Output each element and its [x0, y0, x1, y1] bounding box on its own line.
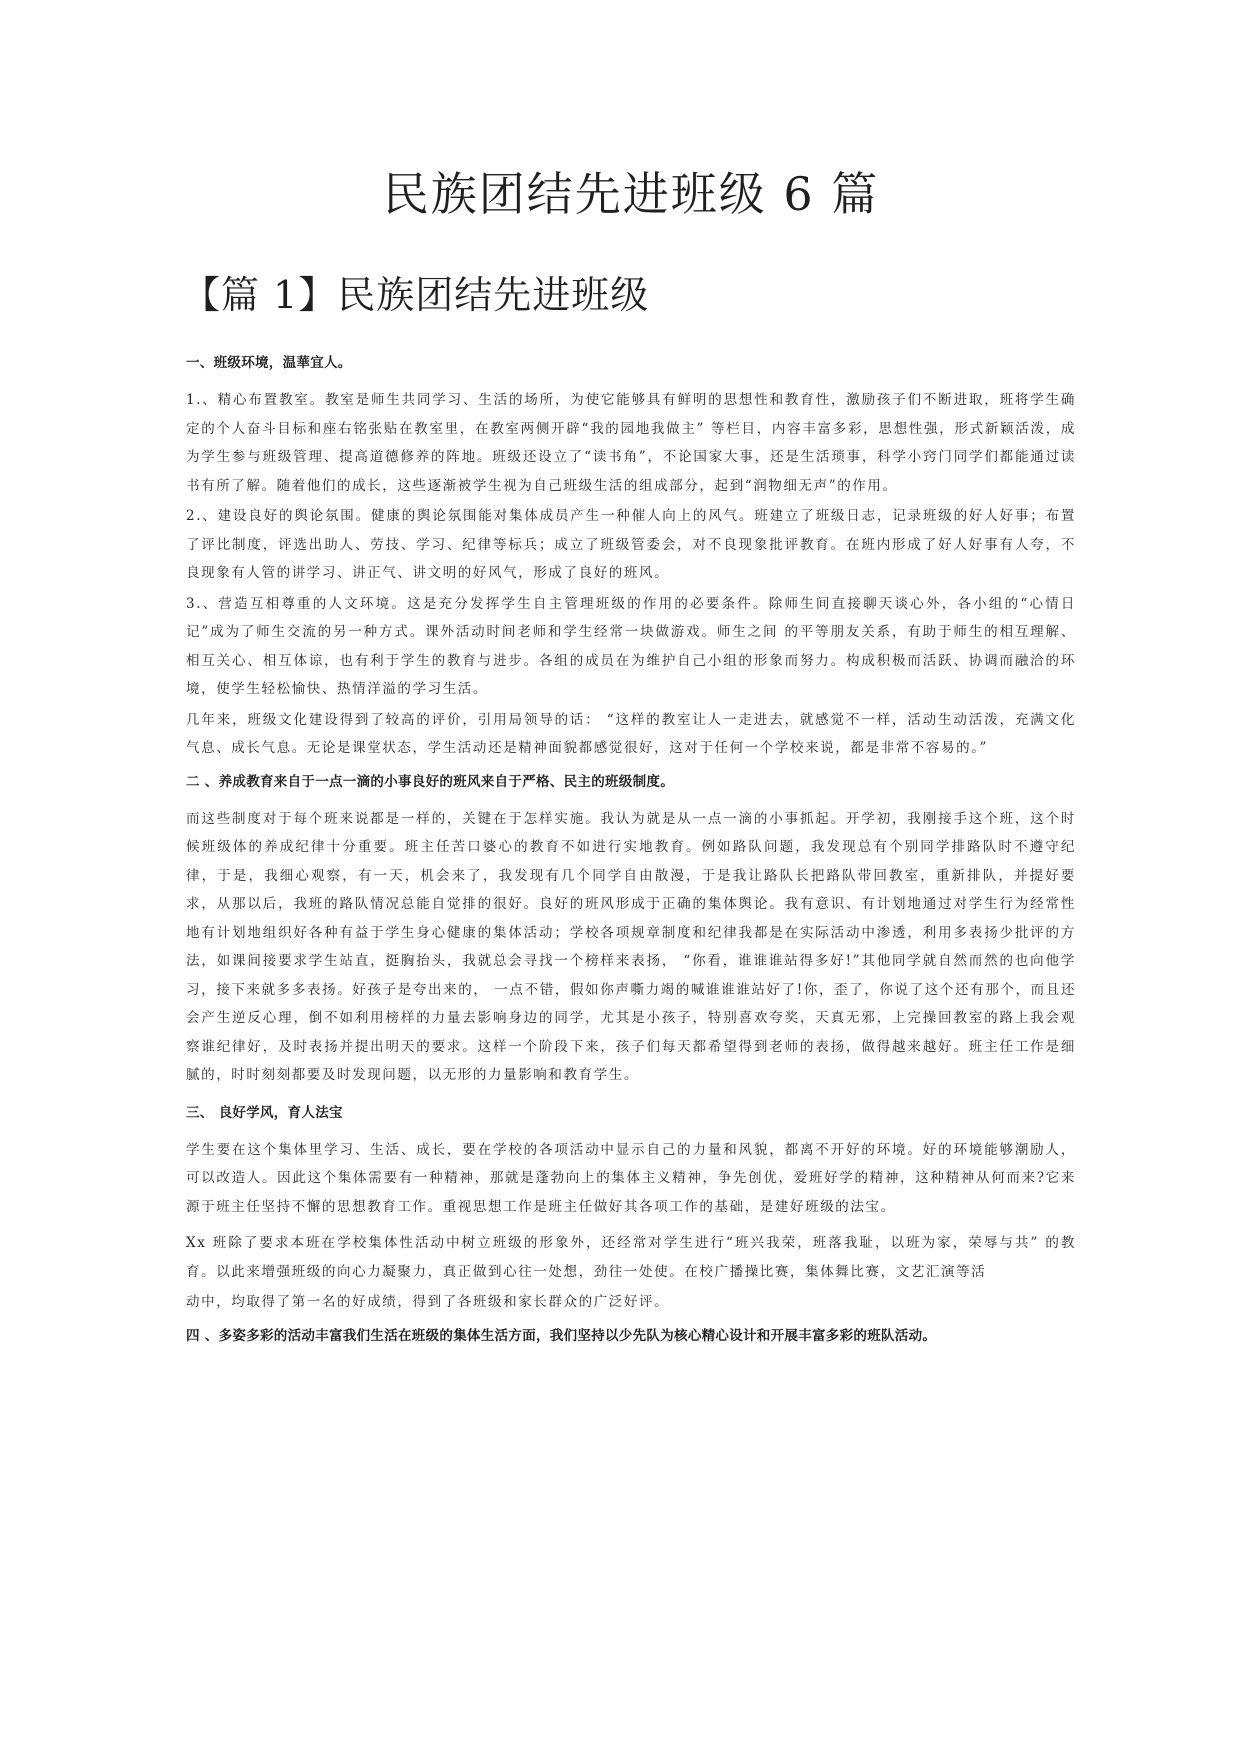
heading-class-environment: 一、班级环境，温華宜人。: [186, 355, 352, 371]
paragraph-class-rules: 而这些制度对于每个班来说都是一样的，关键在于怎样实施。我认为就是从一点一滴的小事抓起。开学初，我刚接手这个班，这个时候班级体的养成纪律十分重要。班主任苦口婆心的教育不如进行实地教育。例如路队问题，我发现总有个别同学排路队时不遵守纪律，于是，我细心观察，有一天，机会来了，我发现有几个同学自由散漫，于是我让路队长把路队带回教室，重新排队，并提好要求，从那以后，我班的路队情况总能自觉排的很好。良好的班风形成于正确的集体舆论。我有意识、有计划地通过对学生行为经常性地有计划地组织好各种有益于学生身心健康的集体活动；学校各项规章制度和纪律我都是在实际活动中渗透，利用多表扬少批评的方法，如课间接要求学生站直，挺胸抬头，我就总会寻找一个榜样来表扬， “你看，谁谁谁站得多好!”其他同学就自然而然的也向他学习，接下来就多多表扬。好孩子是夸出来的， 一点不错，假如你声嘶力竭的喊谁谁谁站好了!你，歪了，你说了这个还有那个，而且还会产生逆反心理，倒不如利用榜样的力量去影响身边的同学，尤其是小孩子，特别喜欢夸奖，天真无邪，上完操回教室的路上我会观察谁纪律好，及时表扬并提出明天的要求。这样一个阶段下来，孩子们每天都希望得到老师的表扬，做得越来越好。班主任工作是细腻的，时时刻刻都要及时发现问题，以无形的力量影响和教育学生。: [186, 810, 1076, 1083]
paragraph-class-culture-evaluation: 几年来，班级文化建设得到了较高的评价，引用局领导的话： “这样的教室让人一走进去，就感觉不一样，活动生动活泼，充满文化气息、成长气息。无论是课堂状态，学生活动还是精神面貌都感觉很好，这对于任何一个学校来说，都是非常不容易的。”: [186, 711, 1076, 756]
document-body: [186, 352, 1076, 1359]
heading-study-atmosphere: 三、 良好学风，育人法宝: [186, 1104, 343, 1121]
heading-habit-education: 二 、养成教育来自于一点一滴的小事良好的班风来自于严格、民主的班级制度。: [186, 773, 674, 790]
heading-activities: 四 、多姿多彩的活动丰富我们生活在班级的集体生活方面，我们坚持以少先队为核心精心设计和开展丰富多彩的班队活动。: [186, 1327, 937, 1344]
document-title: 民族团结先进班级 6 篇: [382, 167, 880, 221]
document-page: [182, 0, 1076, 1754]
paragraph-collective-spirit: 学生要在这个集体里学习、生活、成长，要在学校的各项活动中显示自己的力量和风貌，都离不开好的环境。好的环境能够潮励人，可以改造人。因此这个集体需要有一种精神，那就是蓬勃向上的集体主义精神，争先创优，爱班好学的精神，这种精神从何而来?它来源于班主任坚持不懈的思想教育工作。重视思想工作是班主任做好其各项工作的基础，是建好班级的法宝。: [186, 1141, 1076, 1215]
paragraph-class-honor-continued: 动中，均取得了第一名的好成绩，得到了各班级和家长群众的广泛好评。: [186, 1294, 670, 1310]
paragraph-classroom-layout: 1.、精心布置教室。教室是师生共同学习、生活的场所，为使它能够具有鲜明的思想性和教育性，激励孩子们不断进取，班将学生确定的个人奋斗目标和座右铭张贴在教室里，在教室两侧开辟“我的园地我做主” 等栏目，内容丰富多彩，思想性强，形式新颖活泼，成为学生参与班级管理、提高道德修养的阵地。班级还设立了“读书角”，不论国家大事，还是生活琐事，科学小窍门同学们都能通过读书有所了解。随着他们的成长，这些逐渐被学生视为自己班级生活的组成部分，起到“润物细无声”的作用。: [186, 392, 1076, 494]
section-title: 【篇 1】民族团结先进班级: [182, 273, 650, 317]
paragraph-humanistic-environment: 3.、营造互相尊重的人文环境。这是充分发挥学生自主管理班级的作用的必要条件。除师生间直接聊天谈心外，各小组的“心情日记”成为了师生交流的另一种方式。课外活动时间老师和学生经常一块做游戏。师生之间 的平等朋友关系，有助于师生的相互理解、相互关心、相互体谅，也有利于学生的教育与进步。各组的成员在为维护自己小组的形象而努力。构成积极而活跃、协调而融洽的环境，使学生轻松愉快、热情洋溢的学习生活。: [186, 595, 1076, 697]
paragraph-public-opinion: 2.、建设良好的舆论氛围。健康的舆论氛围能对集体成员产生一种催人向上的风气。班建立了班级日志，记录班级的好人好事；布置了评比制度，评选出助人、劳技、学习、纪律等标兵；成立了班级管委会，对不良现象批评教育。在班内形成了好人好事有人夸，不良现象有人管的讲学习、讲正气、讲文明的好风气，形成了良好的班风。: [186, 508, 1076, 581]
paragraph-class-honor: Xx 班除了要求本班在学校集体性活动中树立班级的形象外，还经常对学生进行“班兴我荣，班落我耻，以班为家，荣辱与共” 的教育。以此来增强班级的向心力凝聚力，真正做到心往一处想，劲往一处使。在校广播操比赛，集体舞比赛，文艺汇演等活: [186, 1235, 1076, 1280]
